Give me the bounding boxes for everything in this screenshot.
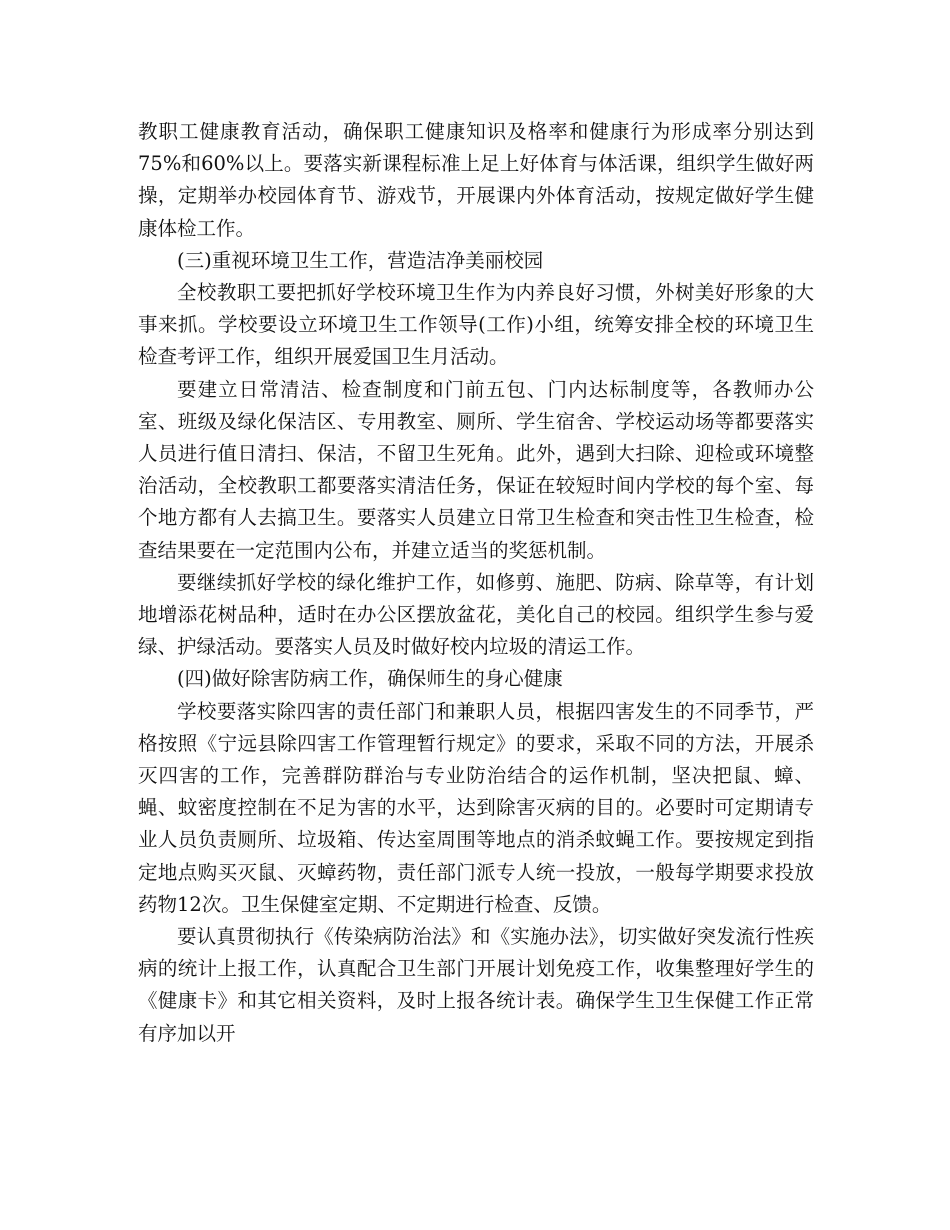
body-paragraph-2: 全校教职工要把抓好学校环境卫生作为内养良好习惯，外树美好形象的大事来抓。学校要设立环境卫生工作领导(工作)小组，统筹安排全校的环境卫生检查考评工作，组织开展爱国卫生月活动。 (138, 281, 814, 369)
body-paragraph-4: 要继续抓好学校的绿化维护工作，如修剪、施肥、防病、除草等，有计划地增添花树品种，适时在办公区摆放盆花，美化自己的校园。组织学生参与爱绿、护绿活动。要落实人员及时做好校内垃圾的清运工作。 (138, 570, 814, 659)
body-paragraph-3: 要建立日常清洁、检查制度和门前五包、门内达标制度等，各教师办公室、班级及绿化保洁区、专用教室、厕所、学生宿舍、学校运动场等都要落实人员进行值日清扫、保洁，不留卫生死角。此外，遇到大扫除、迎检或环境整治活动，全校教职工都要落实清洁任务，保证在较短时间内学校的每个室、每个地方都有人去搞卫生。要落实人员建立日常卫生检查和突击性卫生检查，检查结果要在一定范围内公布，并建立适当的奖惩机制。 (138, 377, 814, 562)
section-heading-4: (四)做好除害防病工作，确保师生的身心健康 (177, 667, 563, 691)
body-paragraph-6: 要认真贯彻执行《传染病防治法》和《实施办法》，切实做好突发流行性疾病的统计上报工作，认真配合卫生部门开展计划免疫工作，收集整理好学生的《健康卡》和其它相关资料，及时上报各统计表。确保学生卫生保健工作正常有序加以开 (138, 925, 814, 1045)
body-paragraph-5: 学校要落实除四害的责任部门和兼职人员，根据四害发生的不同季节，严格按照《宁远县除四害工作管理暂行规定》的要求，采取不同的方法，开展杀灭四害的工作，完善群防群治与专业防治结合的运作机制，坚决把鼠、蟑、蝇、蚊密度控制在不足为害的水平，达到除害灭病的目的。必要时可定期请专业人员负责厕所、垃圾箱、传达室周围等地点的消杀蚊蝇工作。要按规定到指定地点购买灭鼠、灭蟑药物，责任部门派专人统一投放，一般每学期要求投放药物12次。卫生保健室定期、不定期进行检查、反馈。 (138, 699, 814, 916)
document-page (138, 116, 814, 1050)
body-paragraph-1: 教职工健康教育活动，确保职工健康知识及格率和健康行为形成率分别达到75%和60%以上。要落实新课程标准上足上好体育与体活课，组织学生做好两操，定期举办校园体育节、游戏节，开展课内外体育活动，按规定做好学生健康体检工作。 (138, 120, 814, 240)
section-heading-3: (三)重视环境卫生工作，营造洁净美丽校园 (177, 248, 544, 272)
